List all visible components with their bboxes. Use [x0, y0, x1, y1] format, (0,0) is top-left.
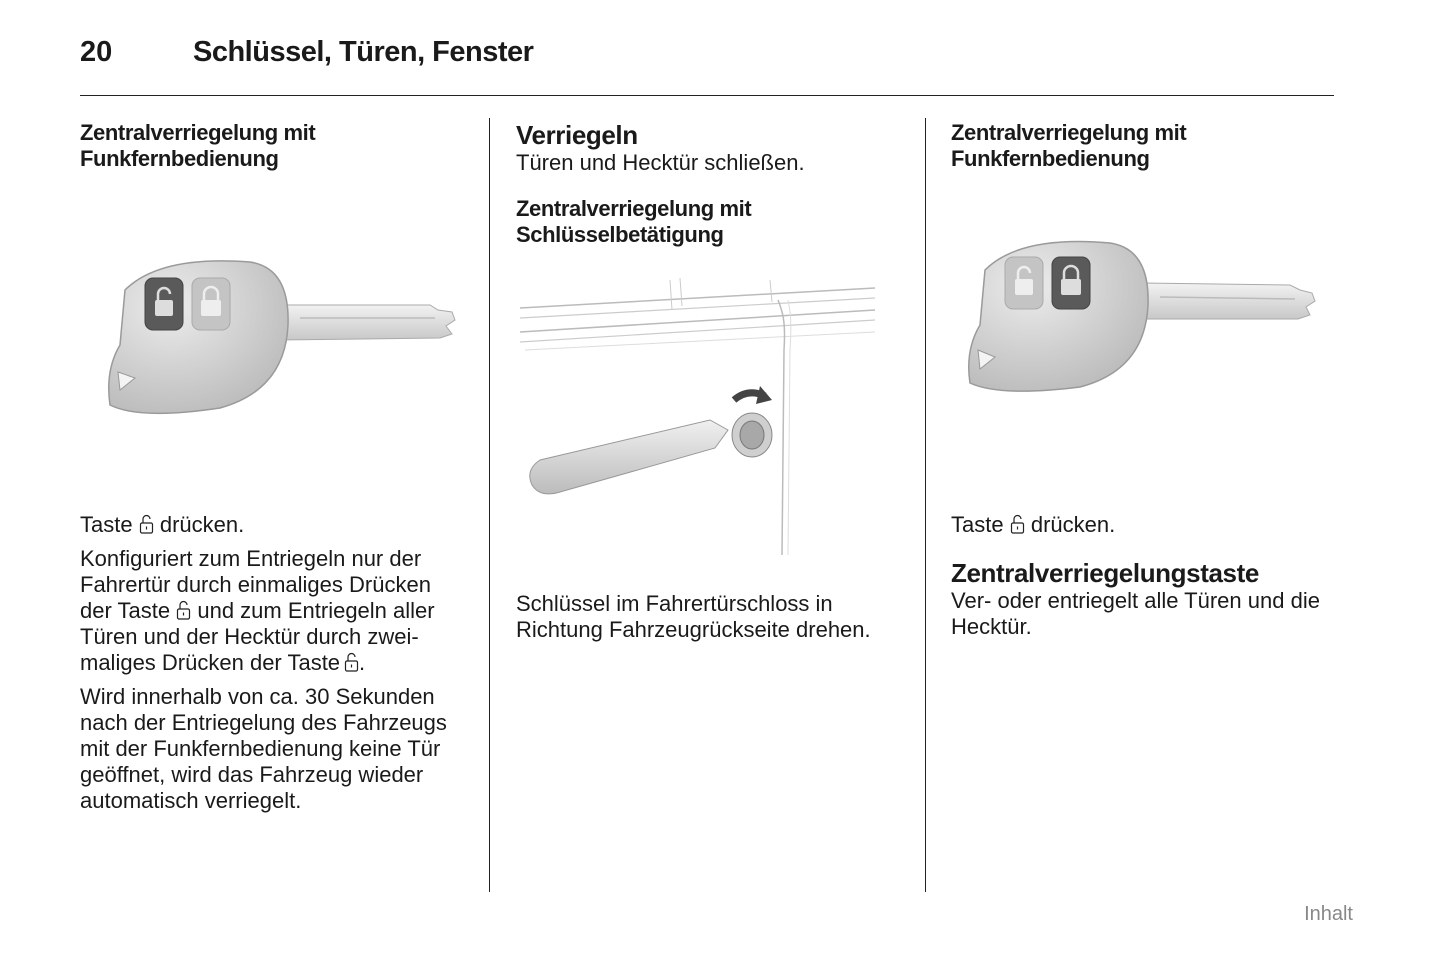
section-subheading	[951, 120, 1341, 172]
section-subheading	[516, 196, 906, 248]
text-line: Wird innerhalb von ca. 30 Sekunden	[80, 684, 435, 709]
remote-key-figure-lock	[960, 235, 1320, 430]
instruction-line	[951, 512, 1351, 538]
paragraph	[516, 591, 906, 643]
section-heading: Verriegeln	[516, 120, 638, 150]
text-line: geöffnet, wird das Fahrzeug wieder	[80, 762, 424, 787]
column-3-text	[951, 512, 1351, 640]
text-line: Schlüssel im Fahrertürschloss in	[516, 591, 833, 616]
paragraph	[951, 588, 1351, 640]
column-2	[516, 120, 906, 248]
unlock-icon	[139, 514, 154, 534]
column-divider	[925, 118, 926, 892]
text-line: Richtung Fahrzeugrückseite drehen.	[516, 617, 871, 642]
paragraph	[80, 546, 470, 676]
text-line: Hecktür.	[951, 614, 1032, 639]
section-heading: Zentralverriegelungstaste	[951, 558, 1259, 588]
header-rule	[80, 95, 1334, 96]
contents-link[interactable]: Inhalt	[1304, 903, 1353, 925]
text-fragment: drücken.	[1030, 512, 1116, 537]
text-line: Fahrertür durch einmaliges Drücken	[80, 572, 431, 597]
text-line: automatisch verriegelt.	[80, 788, 302, 813]
text-fragment: Taste	[80, 512, 133, 537]
text-line: Konfiguriert zum Entriegeln nur der	[80, 546, 422, 571]
page-header	[80, 34, 1334, 74]
text-line: mit der Funkfernbedienung keine Tür	[80, 736, 441, 761]
page-title: Schlüssel, Türen, Fenster	[193, 36, 534, 68]
text-fragment: Taste	[951, 512, 1004, 537]
section-subheading	[80, 120, 470, 172]
text-line: Ver- oder entriegelt alle Türen und die	[951, 588, 1320, 613]
unlock-icon	[176, 600, 191, 620]
subheading-line: Zentralverriegelung mit	[80, 120, 316, 145]
text-fragment: .	[359, 650, 366, 675]
subheading-line: Funkfernbedienung	[951, 146, 1150, 171]
column-3	[951, 120, 1341, 172]
subheading-line: Zentralverriegelung mit	[516, 196, 752, 221]
page-number: 20	[80, 36, 113, 68]
subheading-line: Funkfernbedienung	[80, 146, 279, 171]
door-lock-figure	[520, 270, 880, 565]
column-2-text	[516, 591, 906, 643]
unlock-icon	[344, 652, 359, 672]
text-fragment: maliges Drücken der Taste	[80, 650, 341, 675]
text-line: Türen und der Hecktür durch zwei-	[80, 624, 419, 649]
text-fragment: der Taste	[80, 598, 171, 623]
unlock-icon	[1010, 514, 1025, 534]
column-divider	[489, 118, 490, 892]
subheading-line: Zentralverriegelung mit	[951, 120, 1187, 145]
remote-key-lock-icon	[960, 235, 1320, 425]
subheading-line: Schlüsselbetätigung	[516, 222, 724, 247]
intro-text: Türen und Hecktür schließen.	[516, 150, 805, 175]
column-1-text	[80, 512, 470, 814]
remote-key-figure-unlock	[100, 250, 460, 445]
text-line: nach der Entriegelung des Fahrzeugs	[80, 710, 447, 735]
column-1	[80, 120, 470, 172]
key-in-door-lock-icon	[520, 270, 880, 560]
remote-key-unlock-icon	[100, 250, 460, 440]
text-fragment: und zum Entriegeln aller	[197, 598, 435, 623]
instruction-line	[80, 512, 470, 538]
text-fragment: drücken.	[159, 512, 245, 537]
paragraph	[80, 684, 470, 814]
